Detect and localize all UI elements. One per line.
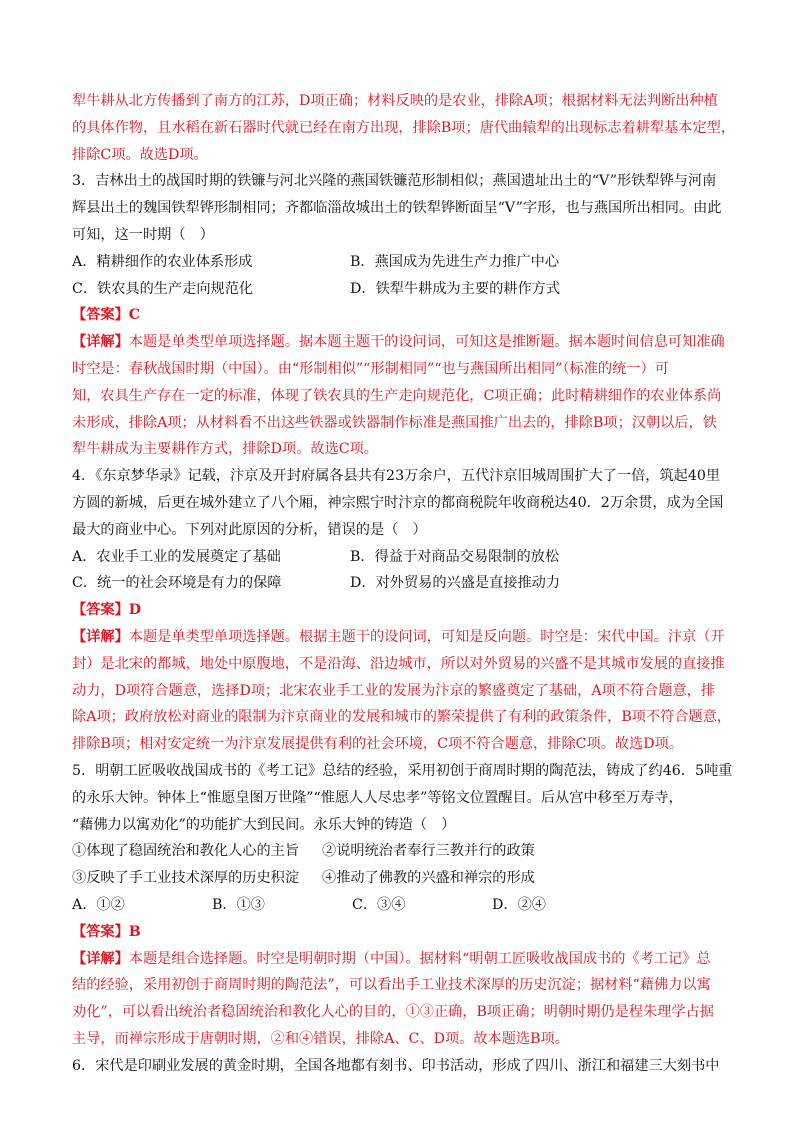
question-3-detail: 时空是：春秋战国时期（中国）。由“形制相似”“形制相同”“也与燕国所出相同”（标准的统一）可 bbox=[72, 360, 669, 377]
document-page bbox=[72, 88, 736, 1079]
question-5-detail: 主导，而禅宗形成于唐朝时期，②和④错误，排除A、C、D项。故本题选B项。 bbox=[72, 1030, 569, 1047]
question-4-answer: 【答案】D bbox=[72, 602, 142, 619]
question-4-options-row bbox=[72, 544, 736, 571]
option-d: D．②④ bbox=[492, 896, 546, 913]
option-b: B．得益于对商品交易限制的放松 bbox=[350, 548, 560, 565]
option-a: A．精耕细作的农业体系形成 bbox=[72, 253, 253, 270]
question-4-detail: 除A项；政府放松对商业的限制为汴京商业的发展和城市的繁荣提供了有利的政策条件，B项不符合题意， bbox=[72, 709, 732, 726]
question-3-detail: 未形成，排除A项；从材料看不出这些铁器或铁器制作标准是燕国推广出去的，排除B项；汉朝以后，铁 bbox=[72, 414, 717, 431]
question-3-detail: 知，农具生产存在一定的标准，体现了铁农具的生产走向规范化，C项正确；此时精耕细作的农业体系尚 bbox=[72, 387, 722, 404]
question-3-options-row bbox=[72, 249, 736, 276]
option-d: D．对外贸易的兴盛是直接推动力 bbox=[350, 575, 561, 592]
question-4-stem: 方圆的新城，后更在城外建立了八个厢，神宗熙宁时汴京的都商税院年收商税达40．2万余贯，成为全国 bbox=[72, 494, 724, 511]
option-a: A．①② bbox=[72, 896, 125, 913]
question-5-detail: 劝化”，可以看出统治者稳固统治和教化人心的目的，①③正确，B项正确；明朝时期仍是程朱理学占据 bbox=[72, 1004, 714, 1021]
explanation-line: 犁牛耕从北方传播到了南方的江苏，D项正确；材料反映的是农业，排除A项；根据材料无法判断出种植 bbox=[72, 93, 718, 109]
detail-text: 本题是单类型单项选择题。根据主题干的设问词，可知是反向题。时空是：宋代中国。汴京（开 bbox=[128, 628, 725, 645]
option-c: C．③④ bbox=[352, 896, 406, 913]
question-3-stem: 可知，这一时期（ ） bbox=[72, 226, 214, 243]
question-5-sub-options-row bbox=[72, 865, 736, 892]
sub-option-3: ③反映了手工业技术深厚的历史积淀 bbox=[72, 870, 300, 887]
question-4-stem: 最大的商业中心。下列对此原因的分析，错误的是（ ） bbox=[72, 521, 427, 538]
question-5-detail: 结的经验，采用初创于商周时期的陶范法”，可以看出手工业技术深厚的历史沉淀；据材料“藉佛力以寓 bbox=[72, 977, 711, 994]
option-b: B．燕国成为先进生产力推广中心 bbox=[350, 253, 560, 270]
sub-option-1: ①体现了稳固统治和教化人心的主旨 bbox=[72, 843, 300, 860]
question-5-detail bbox=[72, 946, 736, 973]
option-c: C．铁农具的生产走向规范化 bbox=[72, 280, 254, 297]
detail-label: 【详解】 bbox=[72, 334, 129, 351]
question-4-detail: 动力，D项符合题意，选择D项；北宋农业手工业的发展为汴京的繁盛奠定了基础，A项不符合题意，排 bbox=[72, 682, 716, 699]
question-4-stem: 4．《东京梦华录》记载，汴京及开封府属各县共有23万余户，五代汴京旧城周围扩大了一倍，筑起40里 bbox=[72, 468, 721, 485]
detail-text: 本题是单类型单项选择题。据本题主题干的设问词，可知这是推断题。据本题时间信息可知准确 bbox=[128, 334, 725, 351]
detail-text: 本题是组合选择题。时空是明朝时期（中国）。据材料“明朝工匠吸收战国成书的《考工记》总 bbox=[128, 950, 711, 967]
sub-option-2: ②说明统治者奉行三教并行的政策 bbox=[322, 843, 535, 860]
question-5-stem: 5．明朝工匠吸收战国成书的《考工记》总结的经验，采用初创于商周时期的陶范法，铸成了约46．5吨重 bbox=[72, 762, 733, 779]
option-a: A．农业手工业的发展奠定了基础 bbox=[72, 548, 281, 565]
question-5-options-row bbox=[72, 892, 736, 919]
question-5-stem: “藉佛力以寓劝化”的功能扩大到民间。永乐大钟的铸造（ ） bbox=[72, 816, 456, 833]
question-4-detail: 封）是北宋的都城，地处中原腹地，不是沿海、沿边城市，所以对外贸易的兴盛不是其城市发展的直接推 bbox=[72, 655, 725, 672]
detail-label: 【详解】 bbox=[72, 950, 129, 967]
question-5-sub-options-row bbox=[72, 838, 736, 865]
question-3-stem: 3．吉林出土的战国时期的铁镰与河北兴隆的燕国铁镰范形制相似；燕国遗址出土的“V”形铁犁铧与河南 bbox=[72, 173, 717, 190]
question-6-stem: 6．宋代是印刷业发展的黄金时期，全国各地都有刻书、印书活动，形成了四川、浙江和福建三大刻书中 bbox=[72, 1057, 720, 1074]
question-4-detail: 排除B项；相对安定统一为汴京发展提供有利的社会环境，C项不符合题意，排除C项。故选D项。 bbox=[72, 736, 684, 753]
option-b: B．①③ bbox=[212, 896, 265, 913]
explanation-line: 的具体作物，且水稻在新石器时代就已经在南方出现，排除B项；唐代曲辕犁的出现标志着耕犁基本定型， bbox=[72, 119, 736, 136]
question-4-detail bbox=[72, 624, 736, 651]
question-3-detail bbox=[72, 329, 736, 356]
option-c: C．统一的社会环境是有力的保障 bbox=[72, 575, 282, 592]
question-3-answer: 【答案】C bbox=[72, 307, 141, 324]
sub-option-4: ④推动了佛教的兴盛和禅宗的形成 bbox=[322, 870, 535, 887]
question-3-options-row bbox=[72, 276, 736, 303]
detail-label: 【详解】 bbox=[72, 628, 129, 645]
option-d: D．铁犁牛耕成为主要的耕作方式 bbox=[350, 280, 561, 297]
question-3-detail: 犁牛耕成为主要耕作方式，排除D项。故选C项。 bbox=[72, 441, 378, 458]
explanation-line: 排除C项。故选D项。 bbox=[72, 146, 208, 163]
question-5-stem: 的永乐大钟。钟体上“惟愿皇图万世隆”“惟愿人人尽忠孝”等铭文位置醒目。后从宫中移至万寿寺， bbox=[72, 789, 683, 806]
question-4-options-row bbox=[72, 570, 736, 597]
question-3-stem: 辉县出土的魏国铁犁铧形制相同；齐都临淄故城出土的铁犁铧断面呈“V”字形，也与燕国所出相同。由此 bbox=[72, 200, 722, 217]
question-5-answer: 【答案】B bbox=[72, 923, 141, 940]
